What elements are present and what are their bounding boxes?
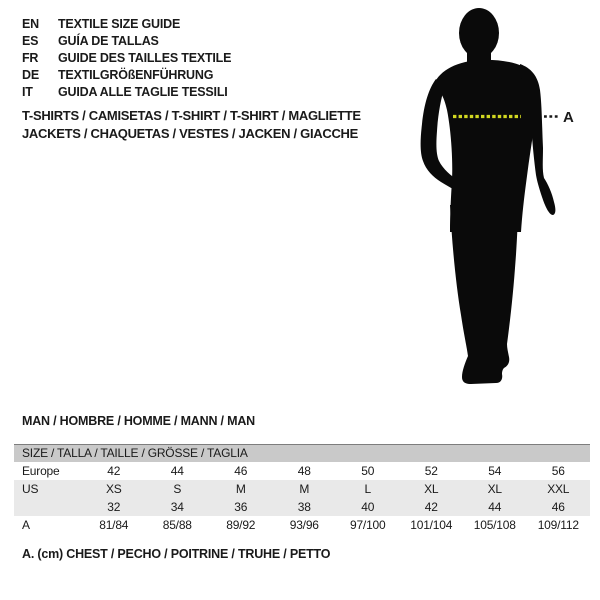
row-label — [14, 498, 82, 516]
size-value: XS — [105, 482, 122, 496]
table-row — [14, 480, 590, 498]
language-list — [22, 15, 231, 100]
language-code: IT — [22, 84, 33, 99]
table-row — [14, 462, 590, 480]
language-code: DE — [22, 67, 39, 82]
table-row — [14, 516, 590, 534]
size-value: 44 — [170, 464, 184, 478]
measurement-label-a: A — [563, 109, 574, 126]
size-value: XL — [487, 482, 502, 496]
size-value: 54 — [488, 464, 502, 478]
garment-types-line2: JACKETS / CHAQUETAS / VESTES / JACKEN / GIACCHE — [22, 126, 358, 141]
size-table — [14, 444, 590, 534]
size-value: XL — [424, 482, 439, 496]
size-value: 81/84 — [99, 518, 129, 532]
size-value: 44 — [488, 500, 502, 514]
language-label: GUIDE DES TAILLES TEXTILE — [58, 50, 232, 65]
size-value: 38 — [297, 500, 311, 514]
size-value: S — [173, 482, 182, 496]
silhouette-legs — [450, 205, 518, 384]
row-label: Europe — [22, 464, 60, 478]
size-value: 40 — [361, 500, 375, 514]
size-value: XXL — [547, 482, 570, 496]
language-code: FR — [22, 50, 39, 65]
row-label: A — [22, 518, 30, 532]
size-value: 46 — [551, 500, 565, 514]
size-value: 52 — [424, 464, 438, 478]
size-value: 42 — [107, 464, 121, 478]
language-code: EN — [22, 16, 39, 31]
language-row — [22, 15, 231, 32]
size-value: 36 — [234, 500, 248, 514]
man-silhouette — [410, 0, 580, 400]
language-label: GUIDA ALLE TAGLIE TESSILI — [58, 84, 228, 99]
size-value: 105/108 — [473, 518, 516, 532]
size-value: 48 — [297, 464, 311, 478]
table-row — [14, 498, 590, 516]
size-value: 85/88 — [162, 518, 192, 532]
row-label: US — [22, 482, 39, 496]
size-value: 32 — [107, 500, 121, 514]
size-value: 101/104 — [410, 518, 453, 532]
language-row — [22, 49, 231, 66]
language-label: GUÍA DE TALLAS — [58, 33, 159, 48]
language-row — [22, 32, 231, 49]
language-label: TEXTILE SIZE GUIDE — [58, 16, 181, 31]
size-value: M — [235, 482, 246, 496]
size-value: 89/92 — [226, 518, 256, 532]
size-value: L — [364, 482, 371, 496]
size-value: 34 — [170, 500, 184, 514]
footnote: A. (cm) CHEST / PECHO / POITRINE / TRUHE / PETTO — [22, 547, 331, 561]
size-value: 50 — [361, 464, 375, 478]
section-title: MAN / HOMBRE / HOMME / MANN / MAN — [22, 414, 255, 428]
language-row — [22, 83, 231, 100]
size-value: 93/96 — [289, 518, 319, 532]
size-value: 97/100 — [349, 518, 386, 532]
size-value: 109/112 — [537, 518, 579, 532]
size-value: 46 — [234, 464, 248, 478]
size-value: 56 — [551, 464, 565, 478]
size-value: 42 — [424, 500, 438, 514]
language-code: ES — [22, 33, 39, 48]
garment-types — [22, 107, 361, 143]
garment-types-line1: T-SHIRTS / CAMISETAS / T-SHIRT / T-SHIRT / MAGLIETTE — [22, 108, 361, 123]
size-value: M — [299, 482, 310, 496]
size-table-body — [14, 462, 590, 534]
language-row — [22, 66, 231, 83]
language-label: TEXTILGRÖßENFÜHRUNG — [58, 67, 214, 82]
size-table-header: SIZE / TALLA / TAILLE / GRÖSSE / TAGLIA — [14, 445, 590, 462]
